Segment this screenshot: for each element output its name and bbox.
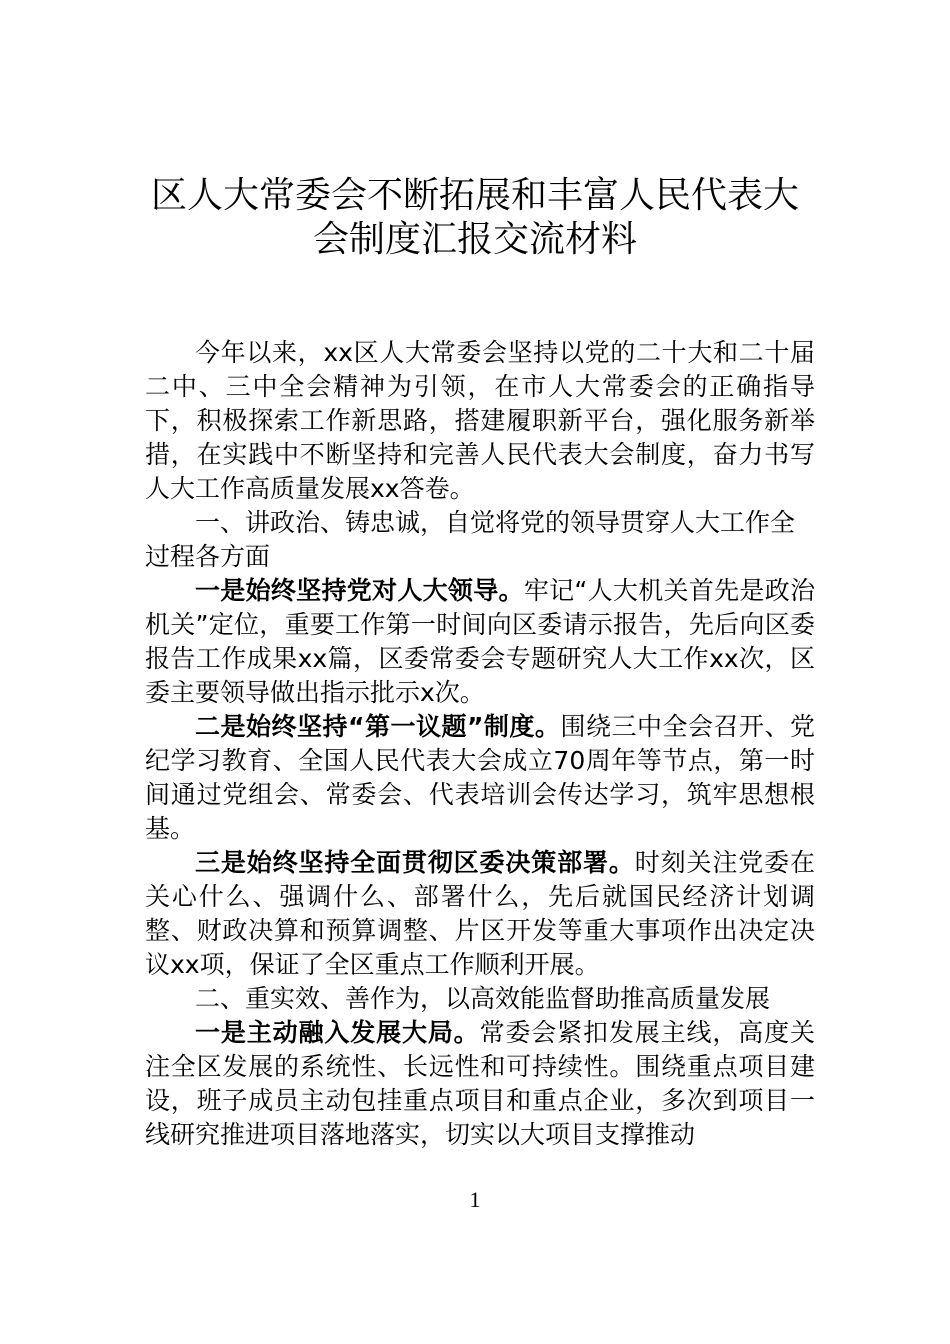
intro-paragraph: 今年以来，xx区人大常委会坚持以党的二十大和二十届二中、三中全会精神为引领，在市人大常委会的正确指导下，积极探索工作新思路，搭建履职新平台，强化服务新举措，在实践中不断坚持和完善人民代表大会制度，奋力书写人大工作高质量发展xx答卷。 <box>145 338 815 503</box>
item-text: 牢记“人大机关首先是政治机关”定位，重要工作第一时间向区委请示报告，先后向区委报告工作成果xx篇，区委常委会专题研究人大工作xx次，区委主要领导做出指示批示x次。 <box>145 576 815 707</box>
item-lead: 三是始终坚持全面贯彻区委决策部署。 <box>195 848 635 877</box>
section-2-item-1 <box>145 1016 815 1152</box>
page-number: 1 <box>469 1187 481 1212</box>
item-text: 时刻关注党委在关心什么、强调什么、部署什么，先后就国民经济计划调整、财政决算和预算调整、片区开发等重大事项作出决定决议xx项，保证了全区重点工作顺利开展。 <box>145 848 815 979</box>
section-heading-2: 二、重实效、善作为，以高效能监督助推高质量发展 <box>195 984 771 1013</box>
item-lead: 一是始终坚持党对人大领导。 <box>195 576 524 605</box>
document-title-line-1: 区人大常委会不断拓展和丰富人民代表大 <box>150 175 799 216</box>
section-1-item-3 <box>145 846 815 982</box>
item-text: 围绕三中全会召开、党纪学习教育、全国人民代表大会成立70周年等节点，第一时间通过党组会、常委会、代表培训会传达学习，筑牢思想根基。 <box>145 712 815 843</box>
item-lead: 二是始终坚持“第一议题”制度。 <box>195 712 561 741</box>
item-text: 常委会紧扣发展主线，高度关注全区发展的系统性、长远性和可持续性。围绕重点项目建设，班子成员主动包挂重点项目和重点企业，多次到项目一线研究推进项目落地落实，切实以大项目支撑推动 <box>145 1018 815 1149</box>
document-title-line-2: 会制度汇报交流材料 <box>312 219 637 260</box>
section-heading-1: 一、讲政治、铸忠诚，自觉将党的领导贯穿人大工作全过程各方面 <box>145 508 796 571</box>
section-1-item-2 <box>145 710 815 846</box>
section-1-item-1 <box>145 574 815 710</box>
item-lead: 一是主动融入发展大局。 <box>195 1018 480 1047</box>
document-body <box>145 336 815 1152</box>
